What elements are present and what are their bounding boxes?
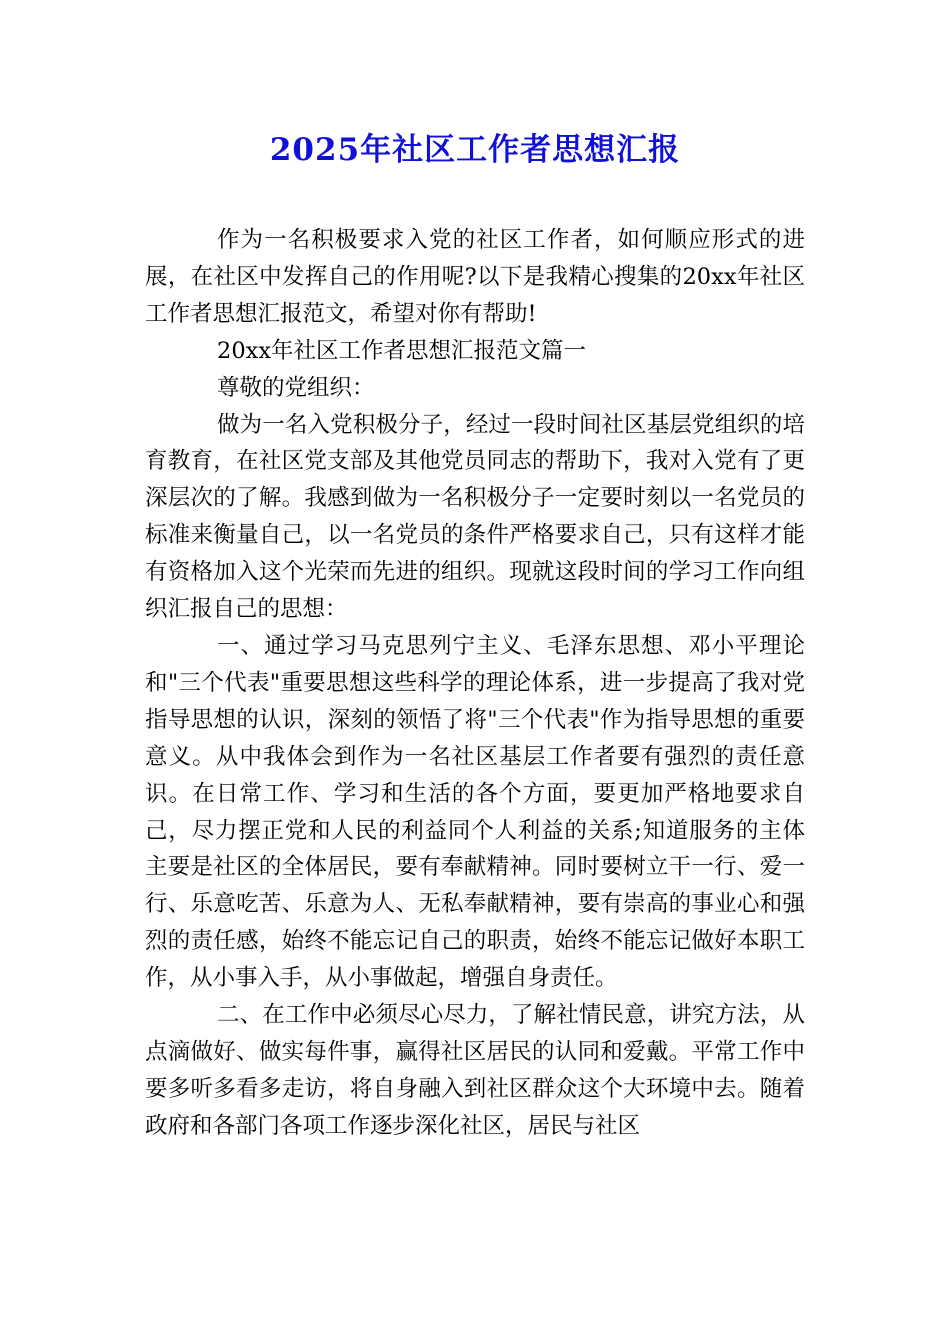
paragraph-salutation: 尊敬的党组织： — [217, 374, 375, 401]
paragraph-intro: 作为一名积极要求入党的社区工作者，如何顺应形式的进展，在社区中发挥自己的作用呢?以下是我精心搜集的20xx年社区工作者思想汇报范文，希望对你有帮助! — [145, 227, 805, 327]
document-body — [145, 222, 805, 1145]
paragraph-point-two: 二、在工作中必须尽心尽力，了解社情民意，讲究方法，从点滴做好、做实每件事，赢得社区居民的认同和爱戴。平常工作中要多听多看多走访，将自身融入到社区群众这个大环境中去。随着政府和各部门各项工作逐步深化社区，居民与社区 — [145, 1002, 805, 1139]
document-title: 2025年社区工作者思想汇报 — [269, 132, 681, 168]
paragraph-point-one: 一、通过学习马克思列宁主义、毛泽东思想、邓小平理论和"三个代表"重要思想这些科学的理论体系，进一步提高了我对党指导思想的认识，深刻的领悟了将"三个代表"作为指导思想的重要意义。从中我体会到作为一名社区基层工作者要有强烈的责任意识。在日常工作、学习和生活的各个方面，要更加严格地要求自己，尽力摆正党和人民的利益同个人利益的关系;知道服务的主体主要是社区的全体居民，要有奉献精神。同时要树立干一行、爱一行、乐意吃苦、乐意为人、无私奉献精神，要有崇高的事业心和强烈的责任感，始终不能忘记自己的职责，始终不能忘记做好本职工作，从小事入手，从小事做起，增强自身责任。 — [145, 632, 805, 992]
paragraph-subheading: 20xx年社区工作者思想汇报范文篇一 — [217, 337, 587, 364]
paragraph-opening: 做为一名入党积极分子，经过一段时间社区基层党组织的培育教育，在社区党支部及其他党员同志的帮助下，我对入党有了更深层次的了解。我感到做为一名积极分子一定要时刻以一名党员的标准来衡量自己，以一名党员的条件严格要求自己，只有这样才能有资格加入这个光荣而先进的组织。现就这段时间的学习工作向组织汇报自己的思想： — [145, 411, 805, 623]
